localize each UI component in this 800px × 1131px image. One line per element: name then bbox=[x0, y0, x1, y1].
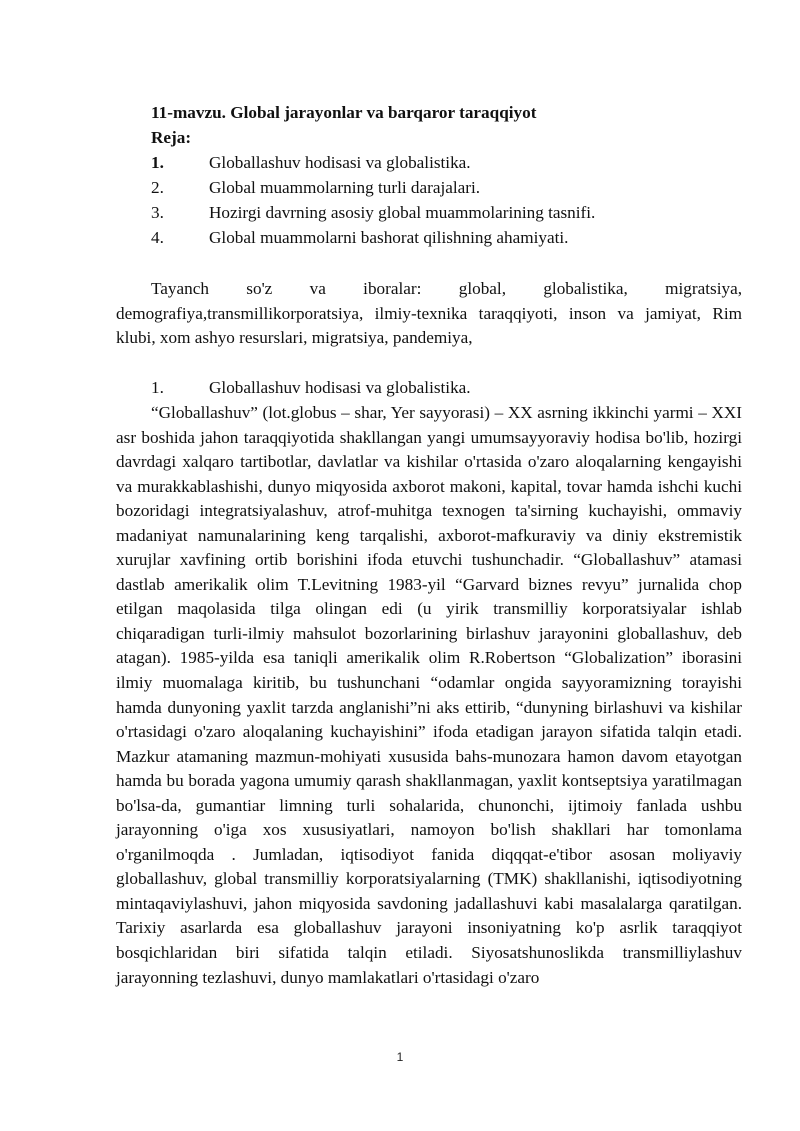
section-title: Globallashuv hodisasi va globalistika. bbox=[209, 378, 471, 397]
section-number: 1. bbox=[151, 378, 164, 397]
plan-item-text: Globallashuv hodisasi va globalistika. bbox=[209, 153, 471, 172]
plan-item bbox=[151, 176, 480, 200]
plan-item-text: Global muammolarning turli darajalari. bbox=[209, 178, 481, 197]
plan-item-number: 3. bbox=[151, 203, 164, 222]
body-paragraph: “Globallashuv” (lot.globus – shar, Yer sayyorasi) – XX asrning ikkinchi yarmi – XXI asr boshida jahon taraqqiyotida shakllangan yangi umumsayyoraviy hodisa bo'lib, hozirgi davrdagi xalqaro tartibotlar, davlatlar va kishilar o'rtasida o'zaro aloqalarning kengayishi va murakkablashishi, dunyo miqyosida axborot makoni, kapital, tovar hamda ishchi kuchi bozoridagi integratsiyalashuv, atrof-muhitga texnogen ta'sirning kuchayishi, ommaviy madaniyat namunalarining keng tarqalishi, axborot-mafkuraviy va diniy ekstremistik xurujlar xavfining ortib borishini ifoda etuvchi tushunchadir. “Globallashuv” atamasi dastlab amerikalik olim T.Levitning 1983-yil “Garvard biznes revyu” jurnalida chop etilgan maqolasida tilga olingan edi (u yirik transmilliy korporatsiyalar ishlab chiqaradigan turli-ilmiy mahsulot bozorlarining birlashuv jarayonini globallashuv, deb atagan). 1985-yilda esa taniqli amerikalik olim R.Robertson “Globalization” iborasini ilmiy muomalaga kiritib, bu tushunchani “odamlar ongida sayyoramizning torayishi hamda dunyoning yaxlit tarzda anglanishi”ni aks ettirib, “dunyning birlashuvi va kishilar o'rtasidagi o'zaro aloqalaning kuchayishini” ifoda etadigan jarayon sifatida talqin etadi. Mazkur atamaning mazmun-mohiyati xususida bahs-munozara hamon davom etayotgan hamda bu borada yagona umumiy qarash shakllanmagan, yaxlit kontseptsiya yaratilmagan bo'lsa-da, gumantiar limning turli sohalarida, chunonchi, ijtimoiy fanlada ushbu jarayonning o'iga xos xususiyatlari, namoyon bo'lish shakllari har tomonlama o'rganilmoqda . Jumladan, iqtisodiyot fanida diqqqat-e'tibor asosan moliyaviy globallashuv, global transmilliy korporatsiyalarning (TMK) shakllanishi, iqtisodiyotning mintaqaviylashuvi, jahon miqyosida savdoning jadallashuvi kabi masalalarga qaratilgan. Tarixiy asarlarda esa globallashuv jarayoni insoniyatning ko'p asrlik taraqqiyot bosqichlaridan biri sifatida talqin etiladi. Siyosatshunoslikda transmilliylashuv jarayonning tezlashuvi, dunyo mamlakatlari o'rtasidagi o'zaro bbox=[116, 403, 742, 987]
plan-item-number: 4. bbox=[151, 228, 164, 247]
plan-item-number: 1. bbox=[151, 153, 164, 172]
plan-item bbox=[151, 151, 471, 175]
section-heading bbox=[151, 376, 471, 400]
plan-item-number: 2. bbox=[151, 178, 164, 197]
plan-item bbox=[151, 226, 568, 250]
plan-label: Reja: bbox=[151, 128, 192, 147]
plan-item-text: Hozirgi davrning asosiy global muammolarining tasnifi. bbox=[209, 203, 596, 222]
page-number: 1 bbox=[396, 1050, 404, 1064]
keywords-paragraph: Tayanch so'z va iboralar: global, globalistika, migratsiya, demografiya,transmillikorporatsiya, ilmiy-texnika taraqqiyoti, inson va jamiyat, Rim klubi, xom ashyo resurslari, migratsiya, pandemiya, bbox=[116, 279, 742, 348]
document-title: 11-mavzu. Global jarayonlar va barqaror taraqqiyot bbox=[151, 103, 537, 122]
plan-item bbox=[151, 201, 595, 225]
plan-item-text: Global muammolarni bashorat qilishning ahamiyati. bbox=[209, 228, 569, 247]
